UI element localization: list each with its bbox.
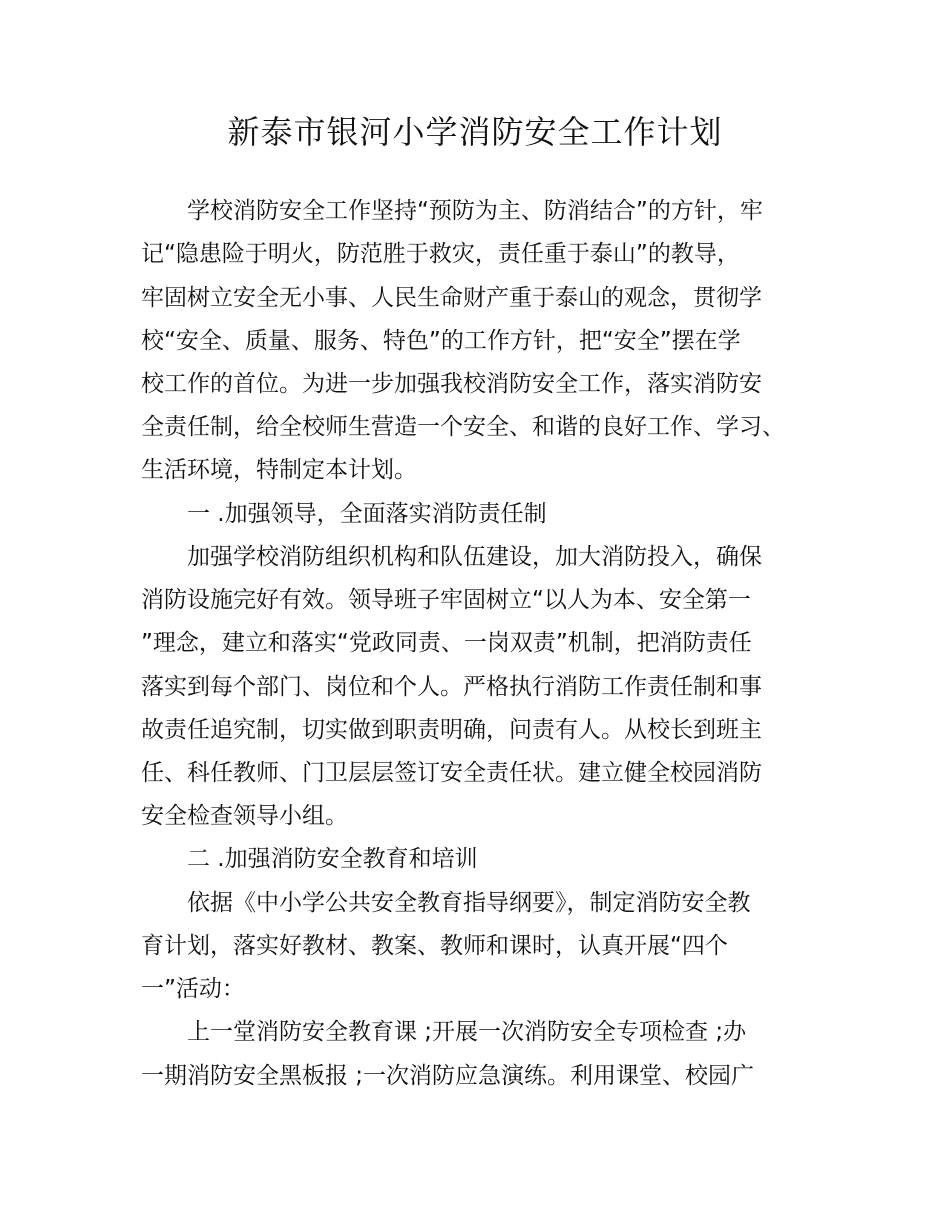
paragraph-line: 故责任追究制，切实做到职责明确，问责有人。从校长到班主	[141, 717, 762, 743]
paragraph-line: 消防设施完好有效。领导班子牢固树立“以人为本、安全第一	[141, 587, 751, 613]
paragraph-line: 校工作的首位。为进一步加强我校消防安全工作，落实消防安	[141, 371, 762, 397]
paragraph-line: 一”活动：	[141, 976, 245, 1002]
section-heading-2: 二 .加强消防安全教育和培训	[187, 846, 478, 872]
paragraph-line: 一期消防安全黑板报 ;一次消防应急演练。利用课堂、校园广	[141, 1063, 755, 1089]
paragraph-line: 学校消防安全工作坚持“预防为主、防消结合”的方针，牢	[187, 198, 763, 224]
paragraph-line: 牢固树立安全无小事、人民生命财产重于泰山的观念，贯彻学	[141, 285, 762, 311]
section-heading-1: 一 .加强领导，全面落实消防责任制	[187, 501, 547, 527]
paragraph-line: 落实到每个部门、岗位和个人。严格执行消防工作责任制和事	[141, 674, 762, 700]
paragraph-line: 全责任制，给全校师生营造一个安全、和谐的良好工作、学习、	[141, 414, 785, 440]
paragraph-line: 上一堂消防安全教育课 ;开展一次消防安全专项检查 ;办	[187, 1019, 747, 1045]
paragraph-line: 依据《中小学公共安全教育指导纲要》，制定消防安全教	[187, 890, 751, 916]
paragraph-line: 校“安全、质量、服务、特色”的工作方针，把“安全”摆在学	[141, 328, 741, 354]
paragraph-line: ”理念，建立和落实“党政同责、一岗双责”机制，把消防责任	[141, 630, 752, 656]
paragraph-line: 加强学校消防组织机构和队伍建设，加大消防投入，确保	[187, 544, 762, 570]
paragraph-line: 任、科任教师、门卫层层签订安全责任状。建立健全校园消防	[141, 760, 762, 786]
document-title: 新泰市银河小学消防安全工作计划	[227, 113, 723, 151]
paragraph-line: 育计划，落实好教材、教案、教师和课时，认真开展“四个	[141, 933, 728, 959]
paragraph-line: 安全检查领导小组。	[141, 803, 348, 829]
paragraph-line: 记“隐患险于明火，防范胜于救灾，责任重于泰山”的教导，	[141, 241, 740, 267]
paragraph-line: 生活环境，特制定本计划。	[141, 457, 417, 483]
